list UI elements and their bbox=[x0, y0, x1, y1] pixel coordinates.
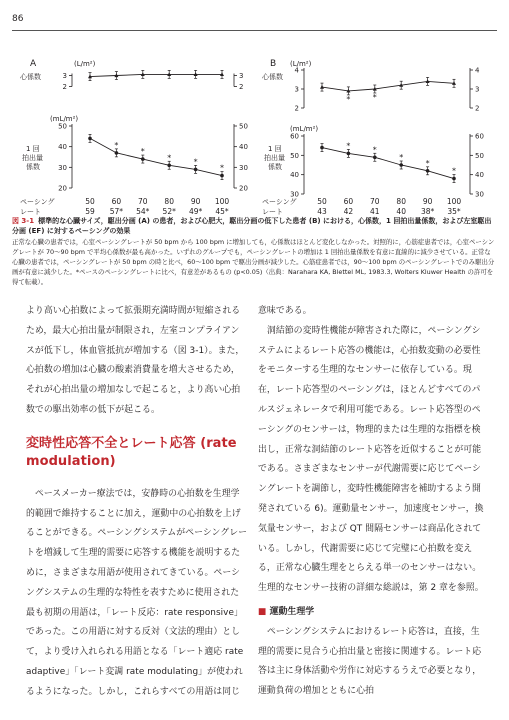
stroke-value-label: 45* bbox=[215, 207, 229, 216]
left-tick-label: 3 bbox=[294, 85, 299, 94]
pacing-rate-label: 100 bbox=[214, 197, 230, 206]
panel-b-pacing-label-1: ペーシング bbox=[262, 198, 297, 206]
significance-asterisk: * bbox=[452, 166, 456, 176]
panel-b-bottom-label-3: 係数 bbox=[268, 163, 282, 171]
data-point-circle bbox=[347, 152, 351, 156]
stroke-value-label: 41 bbox=[370, 207, 380, 216]
right-tick-label: 50 bbox=[475, 151, 484, 160]
data-point-circle bbox=[320, 146, 324, 150]
right-tick-label: 30 bbox=[475, 190, 484, 199]
significance-asterisk: * bbox=[220, 163, 224, 173]
left-column bbox=[26, 302, 248, 703]
panel-b-top-label: 心係数 bbox=[262, 73, 283, 81]
caption-body: 正常な心臓の患者では，心室ペーシングレートが 50 bpm から 100 bpm に増加しても，心係数はほとんど変化しなかった。対照的に，心筋症患者では，心室ペーシングレートが 70～90 bpm で平均心係数が最も高かった。いずれのグループでも，ペーシングレートの増加は 1 回拍出量係数を有意に直線的に減少させている。正常な心臓の患者では，ペーシングレートが 50 bpm の時と比べ，60～100 bpm で駆出分画が減少した。心筋症患者では，90～100 bpm のペーシングレートでのみ駆出分画が有意に減少した。*ペースのペーシングレートに比べ，有意差があるもの (p<0.05)（出典：Narahara KA, Blettel ML, 1983.3, Wolters Kluwer Health の許可を得て転載）。 bbox=[12, 238, 495, 286]
right-tick-label: 4 bbox=[475, 66, 480, 75]
pacing-rate-label: 70 bbox=[370, 197, 380, 206]
panel-a-label: A bbox=[30, 59, 37, 69]
data-point-circle bbox=[452, 177, 456, 181]
pacing-rate-label: 60 bbox=[343, 197, 354, 206]
panel-b-pacing-label-2: レート bbox=[262, 208, 283, 216]
data-point-triangle bbox=[320, 85, 324, 89]
stroke-value-label: 42 bbox=[343, 207, 354, 216]
stroke-value-label: 38* bbox=[420, 207, 435, 216]
left-tick-label: 50 bbox=[58, 122, 67, 131]
stroke-value-label: 40 bbox=[396, 207, 406, 216]
caption-number: 図 3-1 bbox=[12, 217, 35, 225]
significance-asterisk: * bbox=[346, 141, 351, 151]
right-paragraph-3: ペーシングシステムにおけるレート応答は，直接，生理的需要に見合う心拍出量と密接に関連する。レート応答は主に身体活動や労作に対応するうえで必要となり，運動負荷の増加とともに心拍 bbox=[258, 626, 482, 697]
right-tick-label: 20 bbox=[239, 184, 248, 193]
figure-3-1 bbox=[0, 0, 509, 216]
data-point-circle bbox=[373, 155, 377, 159]
data-point-circle bbox=[426, 169, 430, 173]
right-paragraph-2: 洞結節の変時性機能が障害された際に，ペーシングシステムによるレート応答の機能は，心拍数変動の必要性をモニターする生理的なセンサーに依存している。現在，レート応答型のペーシングは，ほとんどすべてのパルスジェネレータで利用可能である。レート応答型のペーシングのセンサーは，物理的または生理的な指標を検出し，正常な洞結節のレート応答を近似することが可能である。さまざまなセンサーが代謝需要に応じてペーシングレートを調節し，変時性機能障害を補助するよう開発されている 6)。運動量センサー，加速度センサー，換気量センサー，および QT 間隔センサーは商品化されている。しかし，代謝需要に応じて完璧に心拍数を変える，正常な心臓生理をとらえる単一のセンサーはない。生理的なセンサー技術の詳細な総説は，第 2 章を参照。 bbox=[258, 325, 484, 594]
figure-caption bbox=[12, 216, 495, 287]
panel-b-top-unit: (L/m²) bbox=[290, 60, 312, 68]
panel-a-pacing-label-2: レート bbox=[20, 208, 41, 216]
stroke-value-label: 35* bbox=[447, 207, 461, 216]
data-point-circle bbox=[88, 137, 92, 141]
panel-a-pacing-label-1: ペーシング bbox=[20, 198, 55, 206]
significance-asterisk: * bbox=[372, 93, 377, 102]
significance-asterisk: * bbox=[372, 145, 377, 155]
stroke-value-label: 49* bbox=[188, 207, 203, 216]
caption-title: 標準的な心臓サイズ，駆出分画 (A) の患者，および心肥大，駆出分画の低下した患者 (B) における，心係数，1 回拍出量係数，および左室駆出分画 (EF) に対するペーシングの効果 bbox=[12, 217, 492, 235]
pacing-rate-label: 100 bbox=[446, 197, 462, 206]
series-line bbox=[90, 74, 222, 76]
significance-asterisk: * bbox=[399, 153, 404, 162]
pacing-rate-label: 60 bbox=[111, 197, 122, 206]
pacing-rate-label: 70 bbox=[138, 197, 148, 206]
right-tick-label: 30 bbox=[239, 163, 248, 172]
stroke-value-label: 43 bbox=[317, 207, 327, 216]
left-tick-label: 2 bbox=[62, 83, 67, 91]
panel-b-label: B bbox=[270, 59, 277, 69]
left-tick-label: 30 bbox=[58, 163, 67, 172]
right-tick-label: 3 bbox=[475, 85, 480, 94]
significance-asterisk: * bbox=[346, 94, 351, 104]
section-title: 変時性応答不全とレート応答 (rate modulation) bbox=[26, 435, 237, 469]
sub-heading-text: 運動生理学 bbox=[269, 606, 315, 617]
right-tick-label: 50 bbox=[239, 122, 248, 131]
data-point-circle bbox=[220, 174, 224, 178]
panel-b-bottom-label-2: 拍出量 bbox=[264, 154, 285, 162]
left-paragraph-2: ペースメーカー療法では，安静時の心拍数を生理学的範囲で維持することに加え，運動中の心拍数を上げることができる。ペーシングシステムがペーシングレートを増減して生理的需要に応答する機能を説明するために，さまざまな用語が使用されてきている。ペーシングシステムの生理的な特性を表すために使用された最も初期の用語は，「レート反応：rate responsive」であった。この用語に対する反対（文法的理由）として，より受け入れられる用語となる「レート適応 rate adaptive」「レート変調 rate modulating」が使われるようになった。しかし，これらすべての用語は同じ bbox=[26, 488, 248, 697]
stroke-value-label: 52* bbox=[162, 207, 176, 216]
significance-asterisk: * bbox=[140, 147, 145, 157]
left-tick-label: 40 bbox=[290, 171, 299, 180]
right-tick-label: 3 bbox=[239, 72, 244, 80]
panel-a-bottom-label-1: 1 回 bbox=[26, 145, 40, 153]
panel-b-bottom-unit: (mL/m²) bbox=[290, 125, 319, 133]
left-tick-label: 2 bbox=[294, 104, 299, 113]
right-tick-label: 40 bbox=[239, 143, 248, 152]
panel-a-bottom-label-2: 拍出量 bbox=[22, 154, 43, 162]
data-point-circle bbox=[167, 163, 171, 167]
data-point-circle bbox=[399, 163, 403, 167]
left-tick-label: 4 bbox=[294, 66, 299, 75]
data-point-circle bbox=[194, 168, 198, 172]
pacing-rate-label: 50 bbox=[85, 197, 95, 206]
right-column bbox=[258, 302, 485, 702]
panel-a-top-unit: (L/m²) bbox=[74, 60, 96, 68]
significance-asterisk: * bbox=[425, 158, 430, 168]
data-point-circle bbox=[115, 151, 119, 155]
left-tick-label: 40 bbox=[58, 143, 67, 152]
pacing-rate-label: 90 bbox=[422, 197, 433, 206]
series-line bbox=[322, 148, 454, 179]
left-paragraph-1: より高い心拍数によって拡張期充満時間が短縮されるため，最大心拍出量が制限され，左室コンプライアンスが低下し，体血管抵抗が増加する（図 3-1）。また，心拍数の増加は心臓の酸素消費量を増大させるため，それが心拍出量の増加なしで起こると，より高い心拍数での駆出効率の低下が起こる。 bbox=[26, 306, 245, 415]
left-tick-label: 50 bbox=[290, 151, 299, 160]
pacing-rate-label: 80 bbox=[396, 197, 406, 206]
page-number: 86 bbox=[12, 14, 24, 24]
data-point-circle bbox=[141, 157, 145, 161]
right-tick-label: 40 bbox=[475, 171, 484, 180]
stroke-value-label: 57* bbox=[109, 207, 124, 216]
sub-heading bbox=[258, 603, 485, 623]
right-tick-label: 2 bbox=[475, 104, 480, 113]
panel-a-bottom-label-3: 係数 bbox=[26, 163, 40, 171]
significance-asterisk: * bbox=[193, 157, 198, 167]
stroke-value-label: 59 bbox=[85, 207, 95, 216]
panel-b-bottom-label-1: 1 回 bbox=[268, 145, 282, 153]
chart-layer bbox=[58, 67, 484, 217]
significance-asterisk: * bbox=[167, 153, 172, 163]
left-tick-label: 20 bbox=[58, 184, 67, 193]
panel-a-top-label: 心係数 bbox=[20, 73, 41, 81]
right-tick-label: 60 bbox=[475, 132, 484, 141]
pacing-rate-label: 80 bbox=[164, 197, 174, 206]
square-bullet-icon: ■ bbox=[258, 606, 270, 617]
right-tick-label: 2 bbox=[239, 83, 244, 91]
series-line bbox=[90, 138, 222, 175]
pacing-rate-label: 90 bbox=[190, 197, 201, 206]
significance-asterisk: * bbox=[114, 140, 119, 150]
right-paragraph-1: 意味である。 bbox=[258, 306, 312, 316]
panel-a-bottom-unit: (mL/m²) bbox=[50, 115, 79, 123]
pacing-rate-label: 50 bbox=[317, 197, 327, 206]
left-tick-label: 60 bbox=[290, 132, 299, 141]
stroke-value-label: 54* bbox=[136, 207, 150, 216]
left-tick-label: 3 bbox=[62, 72, 67, 80]
left-tick-label: 30 bbox=[290, 190, 299, 199]
series-line bbox=[322, 81, 454, 91]
